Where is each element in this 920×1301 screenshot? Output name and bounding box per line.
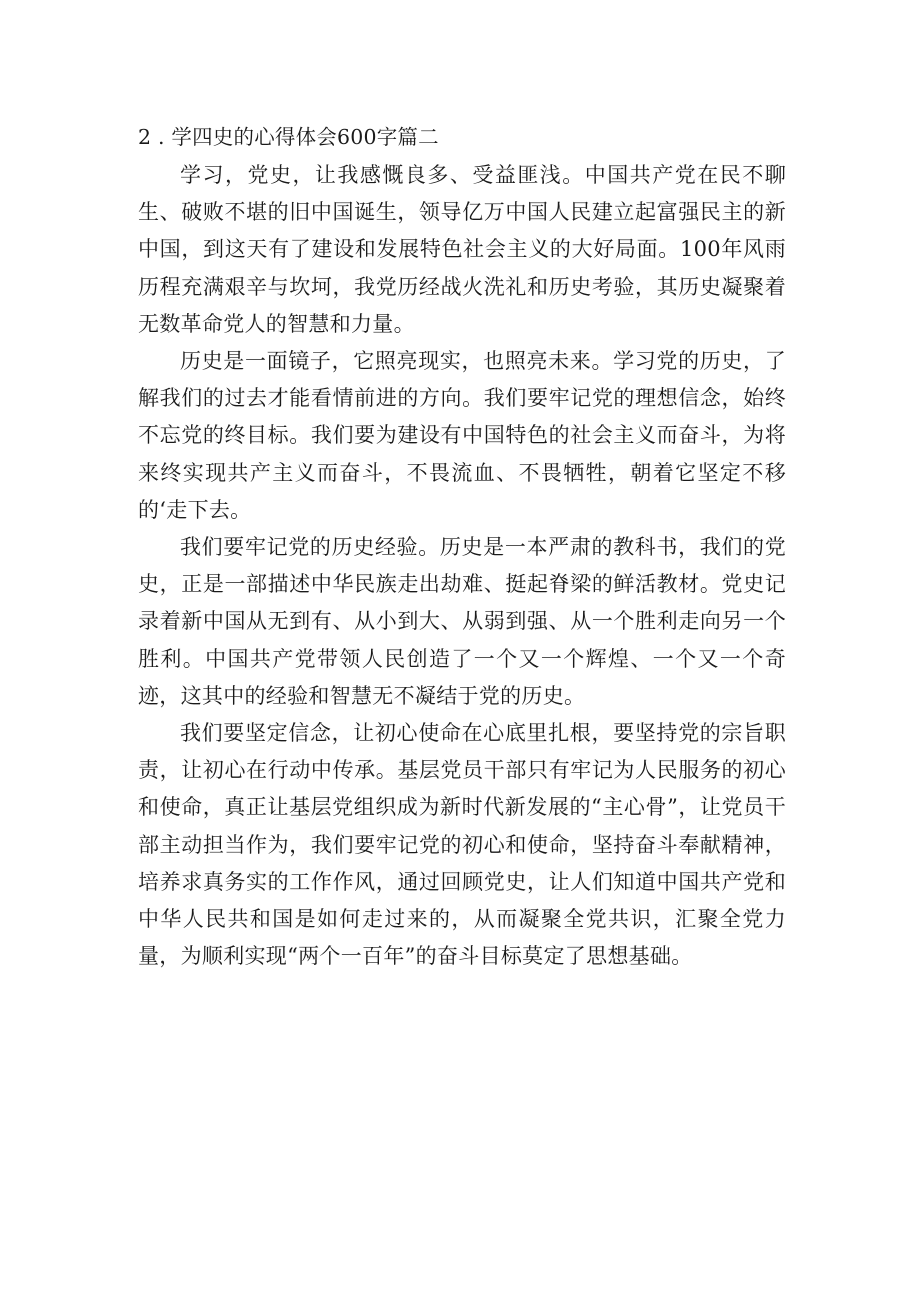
- paragraph-2: 历史是一面镜子，它照亮现实，也照亮未来。学习党的历史，了解我们的过去才能看情前进的方向。我们要牢记党的理想信念，始终不忘党的终目标。我们要为建设有中国特色的社会主义而奋斗，为将来终实现共产主义而奋斗，不畏流血、不畏牺牲，朝着它坚定不移的‘走下去。: [138, 349, 786, 522]
- paragraph-3: 我们要牢记党的历史经验。历史是一本严肃的教科书，我们的党史，正是一部描述中华民族走出劫难、挺起脊梁的鲜活教材。党史记录着新中国从无到有、从小到大、从弱到强、从一个胜利走向另一个胜利。中国共产党带领人民创造了一个又一个辉煌、一个又一个奇迹，这其中的经验和智慧无不凝结于党的历史。: [138, 535, 786, 708]
- section-heading: 2 . 学四史的心得体会600字篇二: [138, 125, 439, 149]
- paragraph-4: 我们要坚定信念，让初心使命在心底里扎根，要坚持党的宗旨职责，让初心在行动中传承。基层党员干部只有牢记为人民服务的初心和使命，真正让基层党组织成为新时代新发展的“主心骨”，让党员干部主动担当作为，我们要牢记党的初心和使命，坚持奋斗奉献精神，培养求真务实的工作作风，通过回顾党史，让人们知道中国共产党和中华人民共和国是如何走过来的，从而凝聚全党共识，汇聚全党力量，为顺利实现“两个一百年”的奋斗目标莫定了思想基础。: [138, 721, 786, 969]
- paragraph-1: 学习，党史，让我感慨良多、受益匪浅。中国共产党在民不聊生、破败不堪的旧中国诞生，领导亿万中国人民建立起富强民主的新中国，到这天有了建设和发展特色社会主义的大好局面。100年风雨历程充满艰辛与坎坷，我党历经战火洗礼和历史考验，其历史凝聚着无数革命党人的智慧和力量。: [138, 163, 786, 336]
- document-body: [138, 120, 786, 975]
